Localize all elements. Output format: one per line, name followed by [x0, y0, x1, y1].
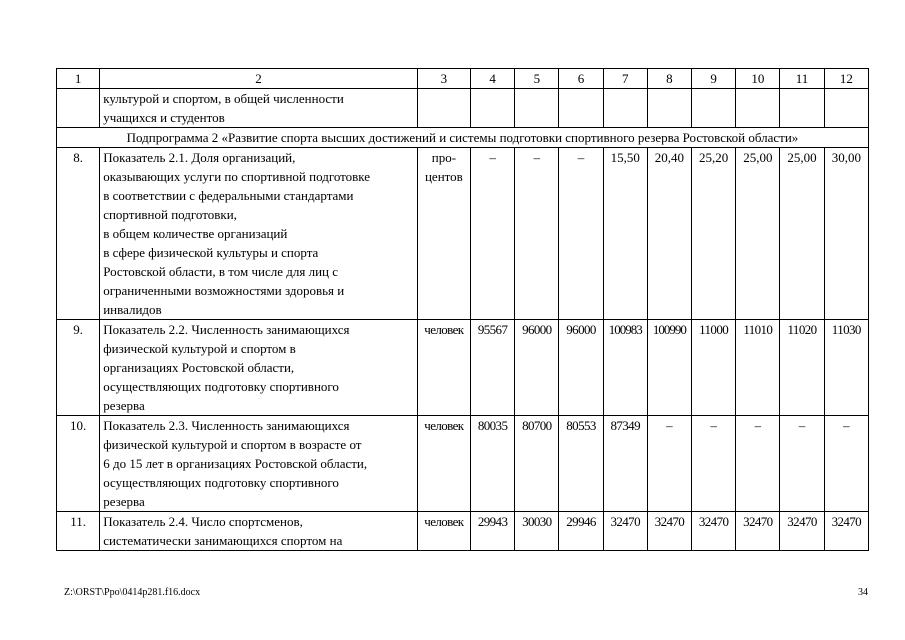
header-cell: 8 [647, 69, 691, 89]
value-cell: 25,00 [780, 148, 824, 320]
value-cell: 32470 [603, 512, 647, 551]
header-cell: 1 [57, 69, 100, 89]
value-cell: 96000 [559, 320, 603, 416]
indicators-table [56, 68, 869, 551]
table-row-continuation [57, 89, 869, 128]
value-cell: 29946 [559, 512, 603, 551]
indicator-text: культурой и спортом, в общей численности учащихся и студентов [100, 89, 418, 128]
file-path: Z:\ORST\Ppo\0414p281.f16.docx [64, 587, 201, 598]
value-cell: 96000 [515, 320, 559, 416]
value-cell: 29943 [471, 512, 515, 551]
table-row [57, 416, 869, 512]
subprogram-title: Подпрограмма 2 «Развитие спорта высших достижений и системы подготовки спортивного резерва Ростовской области» [57, 128, 869, 148]
cell-empty [417, 89, 470, 128]
value-cell: 32470 [692, 512, 736, 551]
value-cell: 80553 [559, 416, 603, 512]
value-cell: 80700 [515, 416, 559, 512]
value-cell: 15,50 [603, 148, 647, 320]
cell-empty [471, 89, 515, 128]
header-cell: 4 [471, 69, 515, 89]
value-cell: 25,00 [736, 148, 780, 320]
unit-cell: человек [417, 320, 470, 416]
table-row [57, 512, 869, 551]
cell-empty [824, 89, 868, 128]
value-cell: 32470 [647, 512, 691, 551]
unit-cell: человек [417, 416, 470, 512]
cell-empty [736, 89, 780, 128]
value-cell: – [471, 148, 515, 320]
indicator-text: Показатель 2.4. Число спортсменов, систематически занимающихся спортом на [100, 512, 418, 551]
value-cell: – [692, 416, 736, 512]
row-number: 10. [57, 416, 100, 512]
header-cell: 2 [100, 69, 418, 89]
table-row [57, 320, 869, 416]
value-cell: 32470 [824, 512, 868, 551]
header-cell: 9 [692, 69, 736, 89]
unit-cell: про- центов [417, 148, 470, 320]
value-cell: 30,00 [824, 148, 868, 320]
value-cell: – [824, 416, 868, 512]
value-cell: 20,40 [647, 148, 691, 320]
value-cell: 11000 [692, 320, 736, 416]
table-header-row [57, 69, 869, 89]
header-cell: 5 [515, 69, 559, 89]
value-cell: 25,20 [692, 148, 736, 320]
cell-empty [559, 89, 603, 128]
value-cell: – [736, 416, 780, 512]
table-row [57, 148, 869, 320]
cell-empty [647, 89, 691, 128]
cell-empty [780, 89, 824, 128]
row-number: 8. [57, 148, 100, 320]
header-cell: 3 [417, 69, 470, 89]
header-cell: 11 [780, 69, 824, 89]
page-number: 34 [858, 587, 868, 598]
value-cell: – [780, 416, 824, 512]
value-cell: – [559, 148, 603, 320]
cell-empty [515, 89, 559, 128]
cell-empty [692, 89, 736, 128]
value-cell: – [515, 148, 559, 320]
value-cell: 32470 [780, 512, 824, 551]
value-cell: 11020 [780, 320, 824, 416]
cell-empty [603, 89, 647, 128]
header-cell: 7 [603, 69, 647, 89]
row-number: 11. [57, 512, 100, 551]
value-cell: 87349 [603, 416, 647, 512]
indicator-text: Показатель 2.1. Доля организаций, оказывающих услуги по спортивной подготовке в соответствии с федеральными стандартами спортивной подготовки, в общем количестве организаций в сфере физической культуры и спорта Ростовской области, в том числе для лиц с ограниченными возможностями здоровья и инвалидов [100, 148, 418, 320]
row-number: 9. [57, 320, 100, 416]
cell-empty [57, 89, 100, 128]
value-cell: 100983 [603, 320, 647, 416]
header-cell: 10 [736, 69, 780, 89]
value-cell: 100990 [647, 320, 691, 416]
value-cell: 80035 [471, 416, 515, 512]
indicator-text: Показатель 2.2. Численность занимающихся физической культурой и спортом в организациях Ростовской области, осуществляющих подготовку спортивного резерва [100, 320, 418, 416]
value-cell: 95567 [471, 320, 515, 416]
subprogram-row [57, 128, 869, 148]
value-cell: 11030 [824, 320, 868, 416]
unit-cell: человек [417, 512, 470, 551]
header-cell: 12 [824, 69, 868, 89]
value-cell: 32470 [736, 512, 780, 551]
indicator-text: Показатель 2.3. Численность занимающихся физической культурой и спортом в возрасте от 6 до 15 лет в организациях Ростовской области, осуществляющих подготовку спортивного резерва [100, 416, 418, 512]
value-cell: 11010 [736, 320, 780, 416]
header-cell: 6 [559, 69, 603, 89]
value-cell: 30030 [515, 512, 559, 551]
value-cell: – [647, 416, 691, 512]
